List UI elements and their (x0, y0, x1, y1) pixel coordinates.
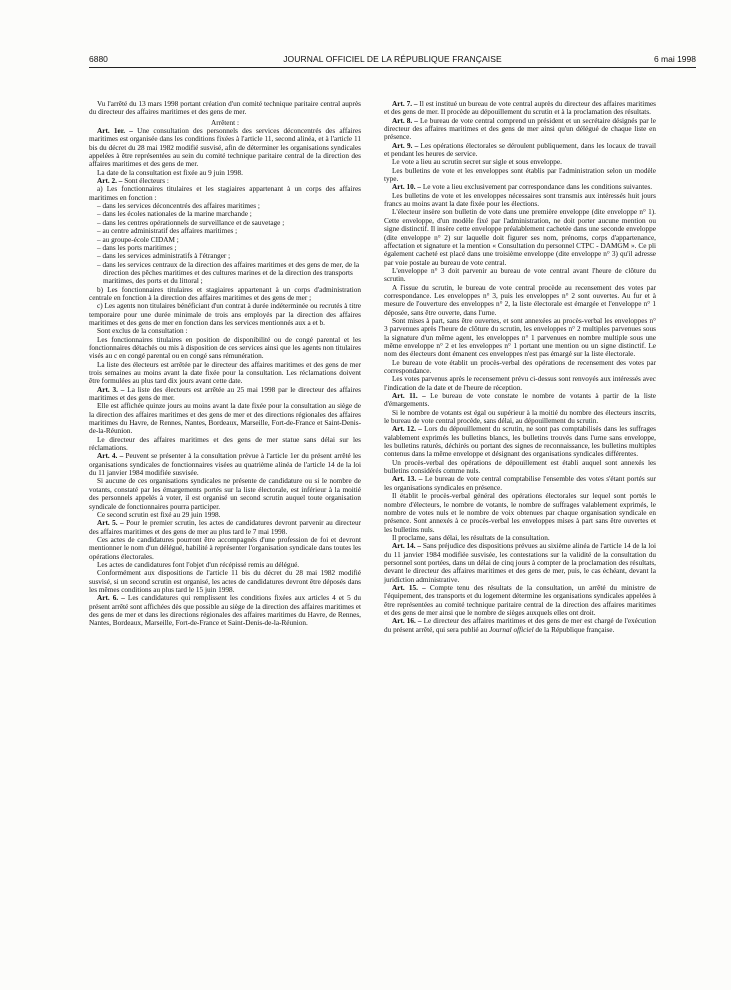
article-4-text: Peuvent se présenter à la consultation prévue à l'article 1er du présent arrêté les organisations syndicales de fonctionnaires visées au quatrième alinéa de l'article 14 de la loi du 11 janvier 1984 modifiée susvisée. (89, 452, 361, 478)
liste-paragraph: La liste des électeurs est arrêtée par le directeur des affaires maritimes et des gens de mer trois semaines au moins avant la date fixée pour la consultation. Les réclamations doivent être formulées au plus tard dix jours avant cette date. (89, 360, 361, 386)
article-7-label: Art. 7. – (392, 100, 418, 108)
article-16-label: Art. 16. – (392, 617, 422, 626)
article-1-text: Une consultation des personnels des services déconcentrés des affaires maritimes est organisée dans les conditions fixées à l'article 11, second alinéa, et à l'article 11 bis du décret du 28 mai 1982 modifié susvisé, afin de déterminer les organisations syndicales appelées à être représentées au sein du comité technique paritaire central de la direction des affaires maritimes et des gens de mer. (89, 127, 362, 169)
article-3-text: La liste des électeurs est arrêtée au 25 mai 1998 par le directeur des affaires maritimes et des gens de mer. (89, 385, 361, 403)
article-14-text: Sans préjudice des dispositions prévues au sixième alinéa de l'article 14 de la loi du 11 janvier 1984 modifiée susvisée, les contestations sur la validité de la consultation du personnel sont portées, dans un délai de cinq jours à compter de la proclamation des résultats, devant le directeur des affaires maritimes et des gens de mer, puis, le cas échéant, devant la juridiction administrative. (384, 542, 656, 584)
article-16-text: Le directeur des affaires maritimes et des gens de mer est chargé de l'exécution du présent arrêté, qui sera publié au (384, 617, 657, 634)
page-number: 6880 (89, 54, 108, 64)
list-item: – au groupe-école CIDAM ; (89, 236, 361, 244)
article-10-label: Art. 10. – (392, 183, 421, 192)
article-9-b: Le vote a lieu au scrutin secret sur sigle et sous enveloppe. (392, 158, 562, 167)
article-9-text: Les opérations électorales se déroulent publiquement, dans les locaux de travail et pendant les heures de service. (384, 141, 656, 159)
list-item: – dans les ports maritimes ; (89, 244, 361, 252)
article-9 (384, 142, 656, 159)
list-item: – dans les services administratifs à l'étranger ; (89, 252, 361, 260)
article-3-c: Le directeur des affaires maritimes et des gens de mer statue sans délai sur les réclamations. (89, 435, 361, 453)
article-13-text: Le bureau de vote central comptabilise l'ensemble des votes s'étant portés sur les organisations syndicales en présence. (384, 475, 656, 492)
service-list (89, 202, 361, 285)
exclus-paragraph: Les fonctionnaires titulaires en position de disponibilité ou de congé parental et les fonctionnaires détachés ou mis à disposition de ces services ainsi que les agents non titulaires visés au c en congé parental ou en congé sans rémunération. (89, 335, 361, 361)
list-item: – dans les centres opérationnels de surveillance et de sauvetage ; (89, 219, 361, 227)
article-7 (384, 100, 656, 117)
article-4-c: Ce second scrutin est fixé au 29 juin 1998. (97, 510, 221, 519)
article-12 (384, 425, 656, 458)
arretent-heading: Arrêtent : (211, 118, 239, 127)
list-item: – dans les services déconcentrés des affaires maritimes ; (89, 202, 361, 210)
article-9-label: Art. 9. – (392, 141, 419, 150)
article-3 (89, 386, 361, 403)
article-4-b: Si aucune de ces organisations syndicales ne présente de candidature ou si le nombre de votants, constaté par les émargements portés sur la liste électorale, est inférieur à la moitié des personnels appelés à voter, il est organisé un second scrutin auquel toute organisation syndicale de fonctionnaires pourra participer. (89, 477, 361, 511)
article-12-b: Un procès-verbal des opérations de dépouillement est établi auquel sont annexés les bulletins considérés comme nuls. (384, 458, 656, 476)
article-2-b: b) Les fonctionnaires titulaires et stagiaires appartenant à un corps d'administration centrale en fonction à la direction des affaires maritimes et des gens de mer ; (89, 285, 361, 302)
article-9-c: Les bulletins de vote et les enveloppes sont établis par l'administration selon un modèle type. (384, 166, 656, 184)
article-8-text: Le bureau de vote central comprend un président et un secrétaire désignés par le directeur des affaires maritimes et des gens de mer ainsi qu'un délégué de chaque liste en présence. (384, 116, 656, 142)
article-11 (384, 392, 656, 409)
article-13-c: Il proclame, sans délai, les résultats de la consultation. (392, 533, 550, 542)
article-1-label: Art. 1er. – (97, 127, 133, 136)
article-5-c: Les actes de candidatures font l'objet d'un récépissé remis au délégué. (97, 560, 300, 569)
article-2-c: c) Les agents non titulaires bénéficiant d'un contrat à durée indéterminée ou recrutés à titre temporaire pour une durée minimale de trois ans employés par la direction des affaires maritimes et des gens de mer en fonction dans les services mentionnés aux a et b. (89, 302, 361, 327)
article-12-text: Lors du dépouillement du scrutin, ne sont pas comptabilisés dans les suffrages valablement exprimés les bulletins blancs, les bulletins trouvés dans l'urne sans enveloppe, les bulletins raturés, déchirés ou portant des signes de reconnaissance, les bulletins multiples contenus dans la même enveloppe et désignant des organisations syndicales différentes. (384, 425, 657, 459)
exclus-heading: Sont exclus de la consultation : (97, 327, 188, 336)
article-11-text: Le bureau de vote constate le nombre de votants à partir de la liste d'émargements. (384, 392, 657, 409)
article-2-label: Art. 2. – (97, 177, 123, 186)
article-5 (89, 519, 361, 536)
article-5-text: Pour le premier scrutin, les actes de candidatures devront parvenir au directeur des affaires maritimes et des gens de mer au plus tard le 7 mai 1998. (89, 519, 361, 536)
article-13 (384, 475, 656, 492)
article-4 (89, 452, 361, 477)
article-4-label: Art. 4. – (97, 452, 124, 461)
right-column (384, 100, 656, 634)
article-6-text: Les candidatures qui remplissent les conditions fixées aux articles 4 et 5 du présent arrêté sont affichées dès que possible au siège de la direction des affaires maritimes et des gens de mer et dans les directions régionales des affaires maritimes du Havre, de Rennes, Nantes, Bordeaux, Marseille, Fort-de-France et Saint-Denis-de-la-Réunion. (89, 594, 362, 628)
article-5-label: Art. 5. – (97, 519, 124, 528)
issue-date: 6 mai 1998 (653, 54, 696, 64)
article-1-date: La date de la consultation est fixée au 9 juin 1998. (97, 168, 243, 177)
article-12-label: Art. 12. – (392, 425, 422, 434)
journal-title: JOURNAL OFFICIEL DE LA RÉPUBLIQUE FRANÇAISE (283, 54, 502, 64)
article-15-text: Compte tenu des résultats de la consultation, un arrêté du ministre de l'équipement, des transports et du logement détermine les organisations syndicales appelées à être représentées au comité technique paritaire central de la direction des affaires maritimes et des gens de mer ainsi que le nombre de sièges auxquels elles ont droit. (384, 583, 657, 617)
article-10-g: Le bureau de vote établit un procès-verbal des opérations de recensement des votes par correspondance. (384, 358, 656, 375)
article-1 (89, 127, 361, 169)
list-item: – au centre administratif des affaires maritimes ; (89, 227, 361, 235)
article-15-label: Art. 15. – (392, 583, 426, 592)
article-10-f: Sont mises à part, sans être ouvertes, et sont annexées au procès-verbal les enveloppes n° 3 parvenues après l'heure de clôture du scrutin, les enveloppes n° 2 multiples parvenues sous la signature d'un même agent, les enveloppes n° 1 parvenues en nombre multiple sous une même enveloppe n° 2 et les enveloppes n° 1 portant une mention ou un signe distinctif. Le nom des électeurs dont émanent ces enveloppes n'est pas émargé sur la liste électorale. (384, 316, 656, 359)
list-item: – dans les écoles nationales de la marine marchande ; (89, 210, 361, 218)
article-10-d: L'enveloppe n° 3 doit parvenir au bureau de vote central avant l'heure de clôture du scrutin. (384, 266, 656, 284)
article-10-h: Les votes parvenus après le recensement prévu ci-dessus sont renvoyés aux intéressés avec l'indication de la date et de l'heure de réception. (384, 375, 656, 392)
article-13-label: Art. 13. – (392, 475, 423, 484)
article-3-label: Art. 3. – (97, 385, 125, 394)
article-13-b: Il établit le procès-verbal général des opérations électorales sur lequel sont portés le nombre d'électeurs, le nombre de votants, le nombre de suffrages valablement exprimés, le nombre de votes nuls et le nombre de voix obtenues par chaque organisation syndicale en présence. Sont annexés à ce procès-verbal les enveloppes mises à part sans être ouvertes et les bulletins nuls. (384, 492, 656, 534)
article-16 (384, 617, 656, 634)
article-16-end: de la République française. (535, 625, 615, 634)
article-14 (384, 542, 656, 584)
list-item: – dans les services centraux de la direction des affaires maritimes et des gens de mer, de la direction des pêches maritimes et des cultures marines et de la direction des transports maritimes, des ports et du littoral ; (89, 261, 361, 286)
article-11-b: Si le nombre de votants est égal ou supérieur à la moitié du nombre des électeurs inscrits, le bureau de vote central procède, sans délai, au dépouillement du scrutin. (384, 408, 656, 426)
article-2-text: Sont électeurs : (124, 177, 169, 186)
article-10-c: L'électeur insère son bulletin de vote dans une première enveloppe (dite enveloppe n° 1). Cette enveloppe, d'un modèle fixé par l'administration, ne doit porter aucune mention ou signe distinctif. Il insère cette enveloppe préalablement cachetée dans une seconde enveloppe (dite enveloppe n° 2) sur laquelle doit figurer ses nom, prénoms, corps d'appartenance, affectation et signature et la mention « Consultation du personnel CTPC - DAMGM ». Ce pli également cacheté est placé dans une troisième enveloppe (dite enveloppe n° 3) qu'il adresse par voie postale au bureau de vote central. (384, 208, 656, 267)
article-11-label: Art. 11. – (392, 392, 426, 401)
article-5-b: Ces actes de candidatures pourront être accompagnés d'une profession de foi et devront mentionner le nom d'un délégué, habilité à représenter l'organisation syndicale dans toutes les opérations électorales. (89, 535, 361, 561)
article-15 (384, 584, 656, 617)
article-8 (384, 117, 656, 142)
journal-officiel-italic: Journal officiel (489, 625, 534, 634)
article-3-b: Elle est affichée quinze jours au moins avant la date fixée pour la consultation au siège de la direction des affaires maritimes et des gens de mer et des directions régionales des affaires maritimes du Havre, de Rennes, Nantes, Bordeaux, Marseille, Fort-de-France et Saint-Denis-de-la-Réunion. (89, 402, 361, 436)
article-10 (384, 183, 656, 191)
article-10-e: A l'issue du scrutin, le bureau de vote central procède au recensement des votes par correspondance. Les enveloppes n° 3, puis les enveloppes n° 2 sont ouvertes. Au fur et à mesure de l'ouverture des enveloppes n° 2, la liste électorale est émargée et l'enveloppe n° 1 déposée, sans être ouverte, dans l'urne. (384, 283, 656, 317)
article-10-b: Les bulletins de vote et les enveloppes nécessaires sont transmis aux intéressés huit jours francs au moins avant la date fixée pour les élections. (384, 191, 656, 209)
article-2-a: a) Les fonctionnaires titulaires et les stagiaires appartenant à un corps des affaires maritimes en fonction : (89, 185, 361, 202)
article-7-text: Il est institué un bureau de vote central auprès du directeur des affaires maritimes et des gens de mer. Il procède au dépouillement du scrutin et à la proclamation des résultats. (384, 100, 657, 117)
intro-paragraph: Vu l'arrêté du 13 mars 1998 portant création d'un comité technique paritaire central auprès du directeur des affaires maritimes et des gens de mer. (89, 100, 361, 117)
article-8-label: Art. 8. – (392, 116, 418, 125)
article-5-d: Conformément aux dispositions de l'article 11 bis du décret du 28 mai 1982 modifié susvisé, si un second scrutin est organisé, les actes de candidatures devront être déposés dans les mêmes conditions au plus tard le 15 juin 1998. (89, 569, 361, 594)
article-2 (89, 177, 361, 185)
article-14-label: Art. 14. – (392, 542, 422, 551)
article-6 (89, 594, 361, 627)
article-10-text: Le vote a lieu exclusivement par correspondance dans les conditions suivantes. (422, 183, 653, 192)
article-6-label: Art. 6. – (97, 594, 125, 603)
left-column (89, 100, 361, 628)
page-header (89, 54, 696, 66)
header-rule (89, 67, 696, 68)
